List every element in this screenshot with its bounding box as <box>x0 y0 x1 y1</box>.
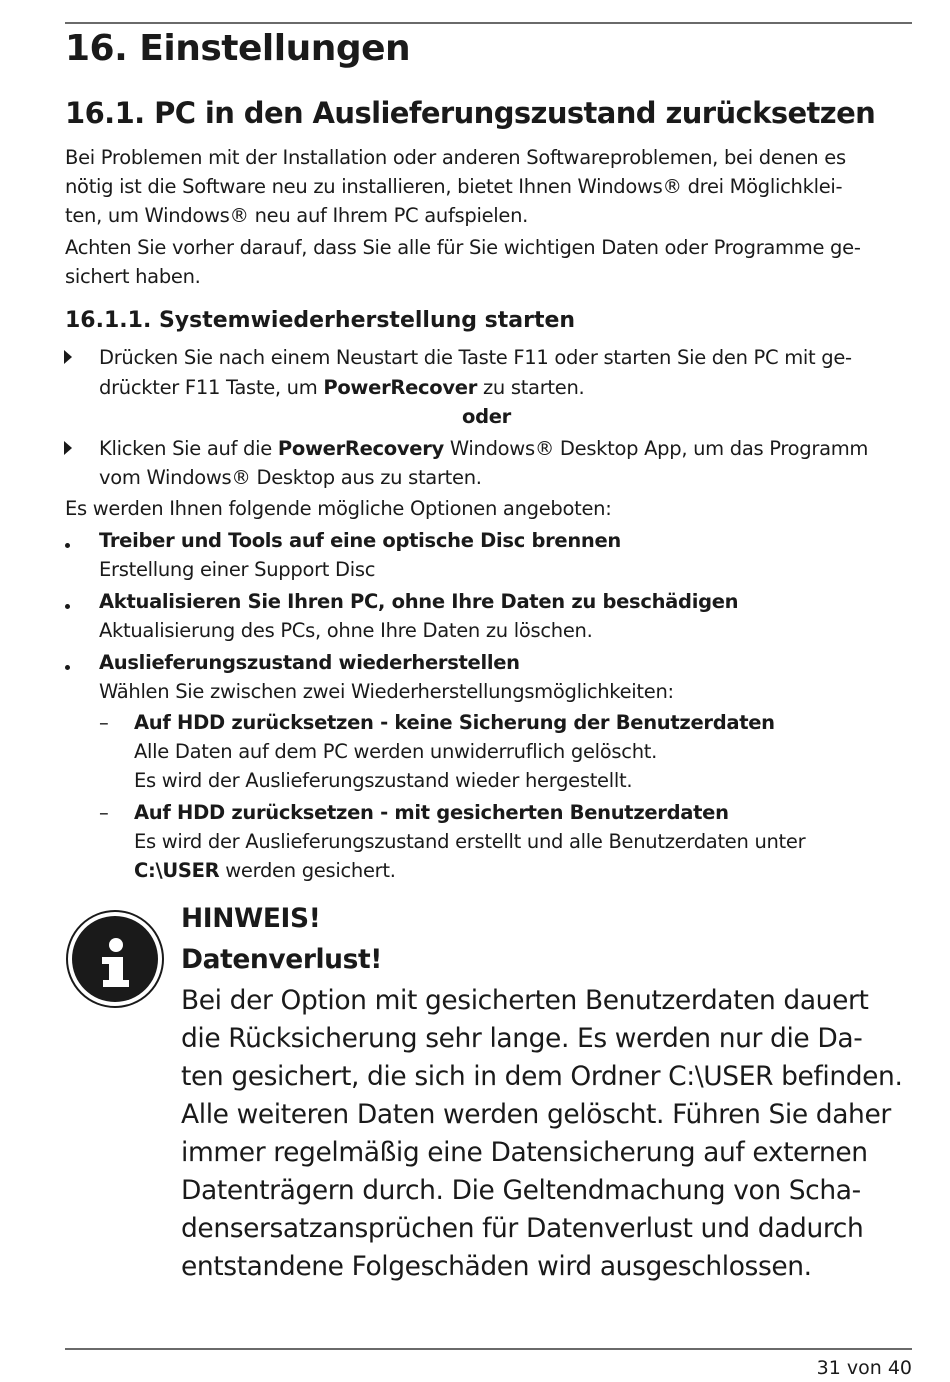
note-subheading: Datenverlust! <box>181 944 382 975</box>
option-desc: Wählen Sie zwischen zwei Wiederherstellungsmöglichkeiten: <box>99 680 674 703</box>
option-desc: Erstellung einer Support Disc <box>99 558 376 581</box>
folder-path: C:\USER <box>134 859 220 882</box>
note-line: die Rücksicherung sehr lange. Es werden nur die Da- <box>181 1023 863 1054</box>
bottom-rule <box>65 1348 912 1350</box>
note-line: Datenträgern durch. Die Geltendmachung von Scha- <box>181 1175 861 1206</box>
intro-line: nötig ist die Software neu zu installieren, bietet Ihnen Windows® drei Möglichklei- <box>65 175 843 198</box>
step-line: Drücken Sie nach einem Neustart die Taste F11 oder starten Sie den PC mit ge- <box>99 346 852 369</box>
option-title: Auslieferungszustand wiederherstellen <box>99 651 520 674</box>
suboption-desc: Es wird der Auslieferungszustand erstellt und alle Benutzerdaten unter <box>134 830 806 853</box>
note-line: densersatzansprüchen für Datenverlust und dadurch <box>181 1213 864 1244</box>
info-icon <box>66 910 164 1008</box>
top-rule <box>65 22 912 24</box>
option-desc: Aktualisierung des PCs, ohne Ihre Daten zu löschen. <box>99 619 593 642</box>
dash-bullet: – <box>99 711 109 734</box>
step-line: drückter F11 Taste, um PowerRecover zu starten. <box>99 376 585 399</box>
or-label: oder <box>462 405 511 428</box>
program-name: PowerRecover <box>323 376 478 399</box>
note-heading: HINWEIS! <box>181 903 321 934</box>
suboption-title: Auf HDD zurücksetzen - keine Sicherung der Benutzerdaten <box>134 711 775 734</box>
step-line: Klicken Sie auf die PowerRecovery Windows® Desktop App, um das Programm <box>99 437 869 460</box>
suboption-desc: C:\USER werden gesichert. <box>134 859 396 882</box>
option-title: Aktualisieren Sie Ihren PC, ohne Ihre Daten zu beschädigen <box>99 590 739 613</box>
suboption-desc: Es wird der Auslieferungszustand wieder hergestellt. <box>134 769 633 792</box>
option-title: Treiber und Tools auf eine optische Disc brennen <box>99 529 622 552</box>
dash-bullet: – <box>99 801 109 824</box>
program-name: PowerRecovery <box>277 437 444 460</box>
options-intro: Es werden Ihnen folgende mögliche Optionen angeboten: <box>65 497 612 520</box>
arrow-bullet-icon <box>64 441 72 455</box>
page-number: 31 von 40 <box>816 1357 912 1379</box>
subsection-title: 16.1.1. Systemwiederherstellung starten <box>65 308 576 333</box>
bullet-icon <box>65 543 70 548</box>
arrow-bullet-icon <box>64 350 72 364</box>
intro-line: sichert haben. <box>65 265 201 288</box>
intro-line: ten, um Windows® neu auf Ihrem PC aufspielen. <box>65 204 529 227</box>
chapter-title: 16. Einstellungen <box>65 28 411 69</box>
note-line: entstandene Folgeschäden wird ausgeschlossen. <box>181 1251 812 1282</box>
bullet-icon <box>65 665 70 670</box>
intro-line: Bei Problemen mit der Installation oder anderen Softwareproblemen, bei denen es <box>65 146 846 169</box>
note-line: ten gesichert, die sich in dem Ordner C:\USER befinden. <box>181 1061 903 1092</box>
bullet-icon <box>65 604 70 609</box>
suboption-desc: Alle Daten auf dem PC werden unwiderruflich gelöscht. <box>134 740 657 763</box>
suboption-title: Auf HDD zurücksetzen - mit gesicherten Benutzerdaten <box>134 801 729 824</box>
note-line: Bei der Option mit gesicherten Benutzerdaten dauert <box>181 985 869 1016</box>
step-line: vom Windows® Desktop aus zu starten. <box>99 466 482 489</box>
note-line: immer regelmäßig eine Datensicherung auf externen <box>181 1137 868 1168</box>
intro-line: Achten Sie vorher darauf, dass Sie alle für Sie wichtigen Daten oder Programme ge- <box>65 236 861 259</box>
note-line: Alle weiteren Daten werden gelöscht. Führen Sie daher <box>181 1099 891 1130</box>
section-title: 16.1. PC in den Auslieferungszustand zurücksetzen <box>65 96 876 130</box>
